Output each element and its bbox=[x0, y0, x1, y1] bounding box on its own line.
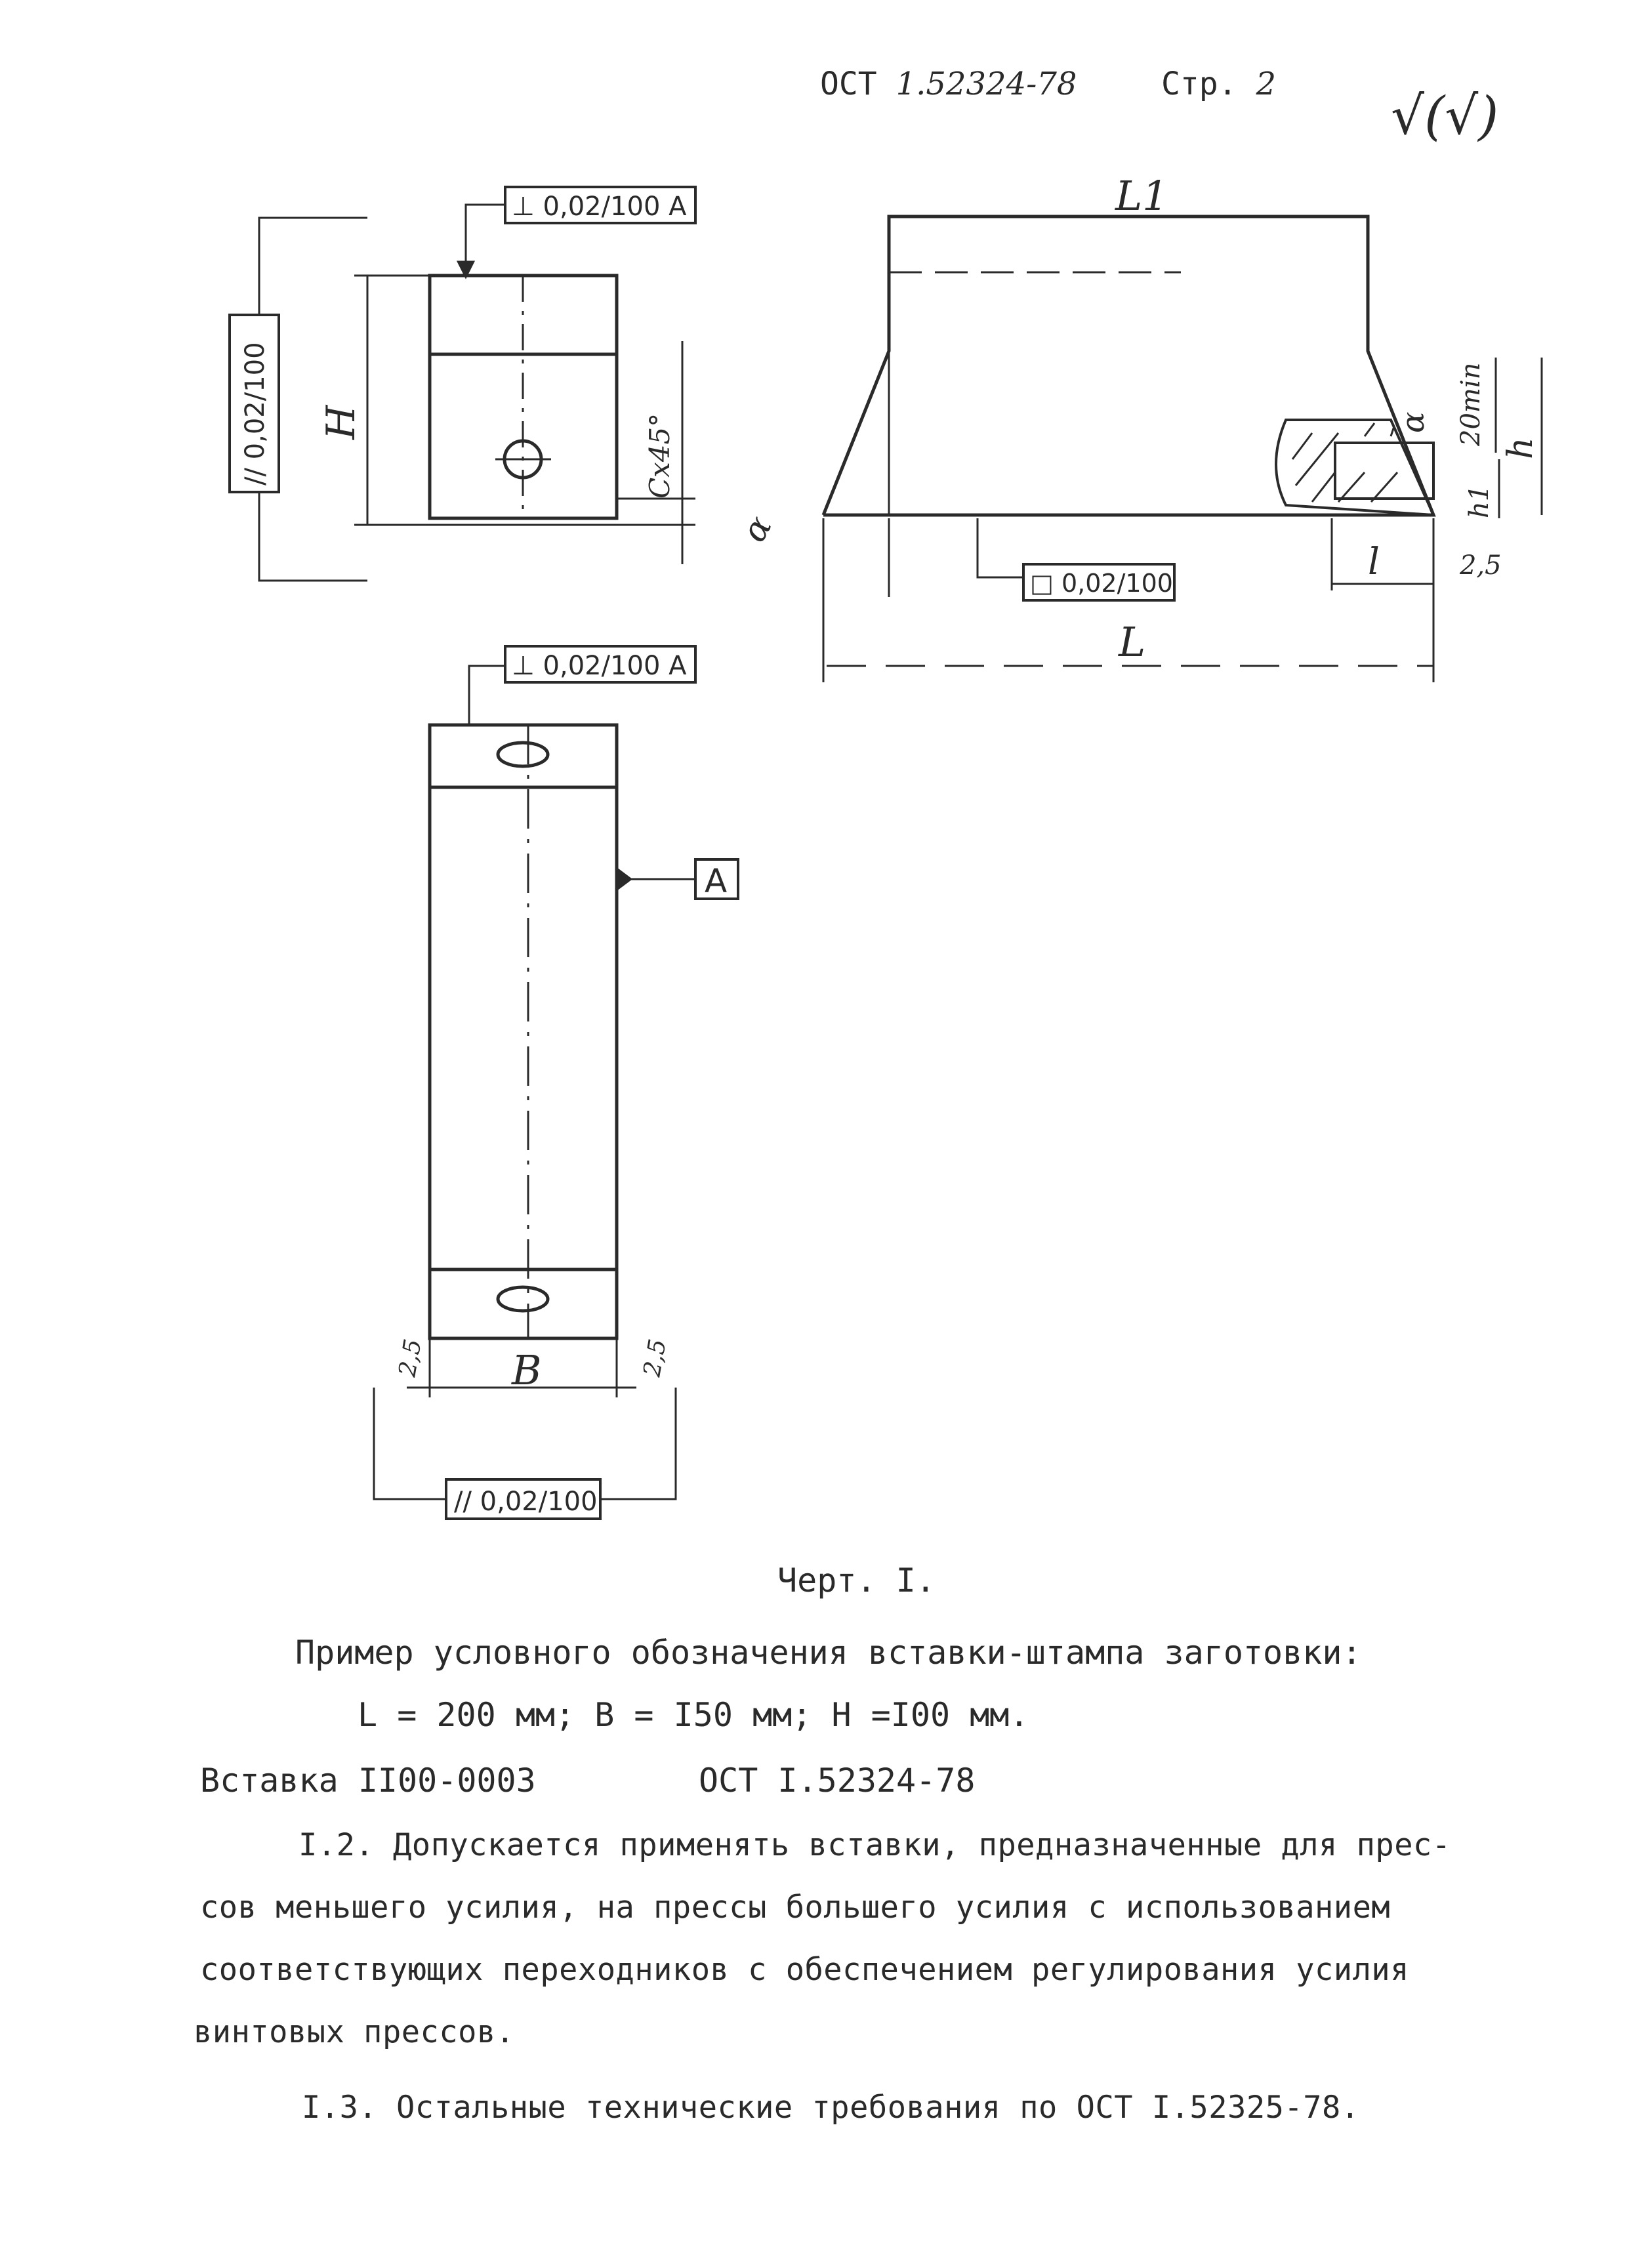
std-number: 1.52324-78 bbox=[896, 66, 1077, 102]
frame-parallel-side: // 0,02/100 bbox=[240, 342, 270, 485]
frame-flat-section: □ 0,02/100 bbox=[1030, 569, 1173, 598]
paragraph-1-2-line-1: I.2. Допускается применять вставки, предназначенные для прес- bbox=[299, 1827, 1451, 1863]
page-label: Стр. bbox=[1161, 66, 1237, 102]
dim-l-label: L bbox=[1119, 618, 1146, 666]
side-view bbox=[823, 216, 1542, 682]
roughness-corner-mark: √(√) bbox=[1391, 85, 1499, 146]
dim-b-label: B bbox=[512, 1346, 542, 1394]
paragraph-1-3: I.3. Остальные технические требования по ОСТ I.52325-78. bbox=[302, 2090, 1360, 2126]
paragraph-1-2-line-3: соответствующих переходников с обеспечением регулирования усилия bbox=[200, 1952, 1409, 1988]
rough-section-label: 2,5 bbox=[1460, 550, 1502, 581]
dim-chamfer-label: Cx45° bbox=[644, 413, 676, 499]
figure-caption: Черт. I. bbox=[777, 1561, 936, 1599]
paragraph-1-2-line-2: сов меньшего усилия, на прессы большего усилия с использованием bbox=[200, 1889, 1391, 1926]
frame-top-front: ⊥ 0,02/100 A bbox=[512, 192, 687, 222]
example-params: L = 200 мм; B = I50 мм; H =I00 мм. bbox=[358, 1696, 1029, 1734]
dim-thread-label: 20min bbox=[1456, 362, 1486, 446]
designation-standard: ОСТ I.52324-78 bbox=[699, 1762, 976, 1800]
designation: Вставка II00-0003 bbox=[200, 1762, 536, 1800]
rough-left-label: 2,5 bbox=[394, 1337, 427, 1379]
paragraph-1-2-line-4: винтовых прессов. bbox=[194, 2014, 515, 2050]
dim-alpha-left: α bbox=[734, 509, 780, 549]
dim-h1-label: h1 bbox=[1464, 484, 1494, 518]
datum-a-label: A bbox=[705, 862, 728, 900]
dim-h-small-label: h bbox=[1501, 437, 1540, 459]
rough-right-label: 2,5 bbox=[638, 1337, 672, 1379]
front-view bbox=[259, 205, 695, 581]
example-title: Пример условного обозначения вставки-штампа заготовки: bbox=[295, 1634, 1362, 1672]
dim-small-l-label: l bbox=[1368, 541, 1380, 583]
frame-parallel-bottom: // 0,02/100 bbox=[454, 1487, 598, 1517]
std-prefix: ОСТ bbox=[820, 66, 877, 102]
dim-l1-label: L1 bbox=[1115, 172, 1168, 220]
page-number: 2 bbox=[1256, 66, 1277, 102]
frame-top-plan: ⊥ 0,02/100 A bbox=[512, 651, 687, 681]
dim-h-label: H bbox=[318, 405, 364, 440]
dim-alpha-right: α bbox=[1395, 411, 1431, 433]
